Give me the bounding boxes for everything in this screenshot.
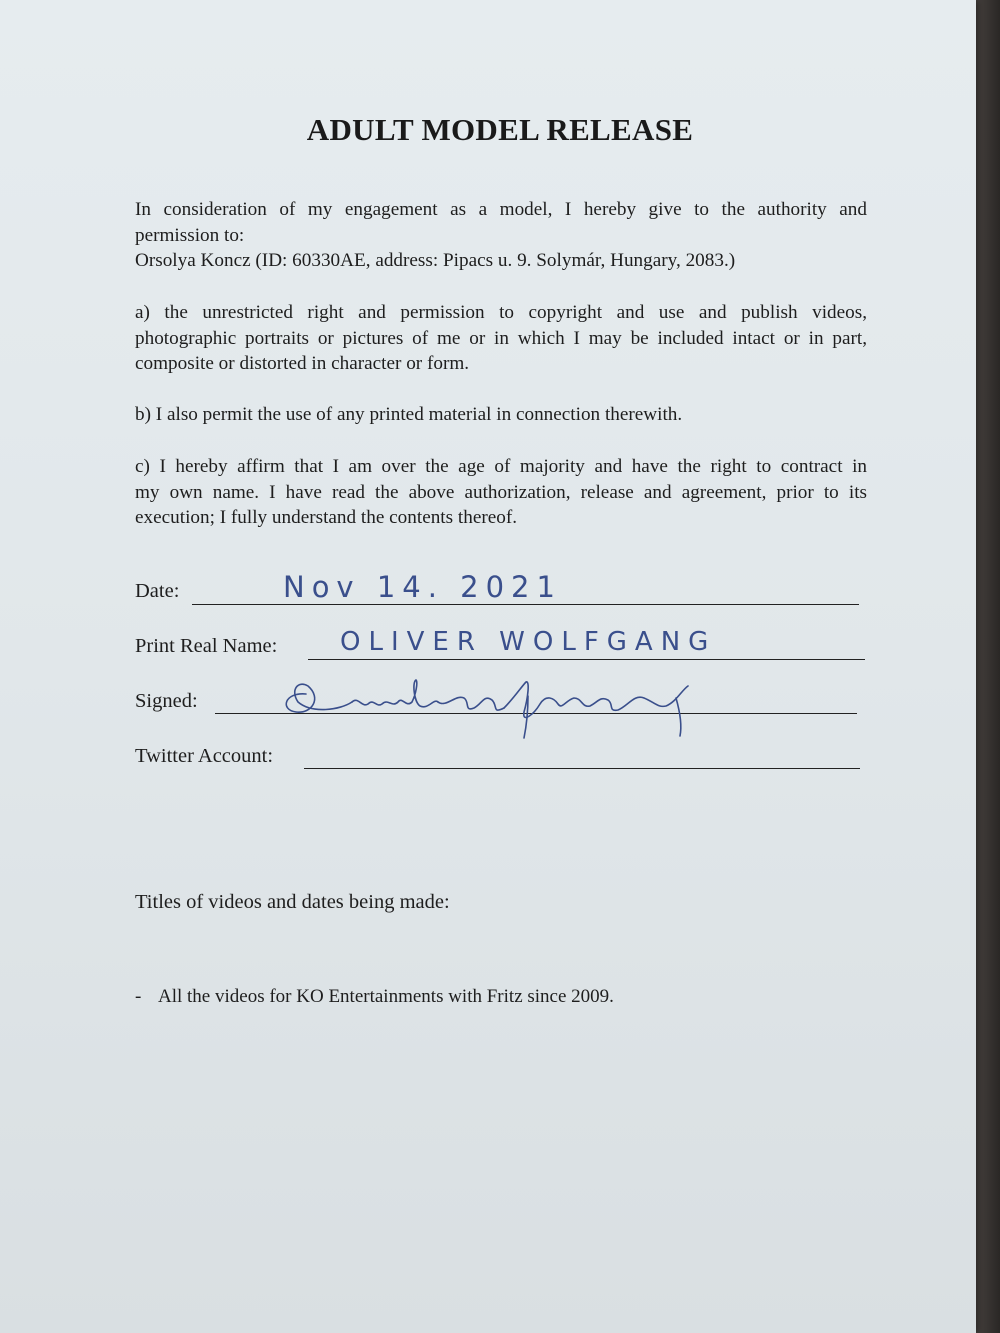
signed-label: Signed:: [135, 690, 198, 712]
clause-c-paragraph: [135, 454, 867, 531]
intro-line: permission to:: [135, 224, 245, 246]
clause-b-paragraph: [135, 402, 867, 428]
clause-c-line: execution; I fully understand the contents thereof.: [135, 507, 518, 528]
signature-stroke: [676, 698, 681, 736]
date-line[interactable]: [192, 604, 859, 605]
intro-line: Orsolya Koncz (ID: 60330AE, address: Pipacs u. 9. Solymár, Hungary, 2083.): [135, 250, 736, 271]
name-handwritten: OLIVER WOLFGANG: [340, 627, 717, 657]
intro-line: In consideration of my engagement as a model, I hereby give to the authority and: [135, 199, 867, 220]
list-item: All the videos for KO Entertainments with Fritz since 2009.: [158, 986, 614, 1007]
twitter-line[interactable]: [304, 768, 860, 769]
clause-b-line: b) I also permit the use of any printed material in connection therewith.: [135, 404, 683, 425]
clause-c-line: c) I hereby affirm that I am over the age of majority and have the right to contract in: [135, 456, 867, 477]
clause-a-line: composite or distorted in character or form.: [135, 353, 470, 374]
clause-a-paragraph: [135, 300, 867, 377]
signature-scribble: [278, 668, 698, 740]
signature-stroke: [352, 680, 438, 707]
document-title: ADULT MODEL RELEASE: [306, 112, 694, 147]
signature-stroke: [286, 684, 352, 712]
clause-a-line: a) the unrestricted right and permission to copyright and use and publish videos,: [135, 302, 867, 323]
twitter-label: Twitter Account:: [135, 745, 274, 767]
date-handwritten: Nov 14. 2021: [283, 570, 562, 604]
name-label: Print Real Name:: [135, 635, 278, 657]
name-line[interactable]: [308, 659, 865, 660]
clause-c-line: my own name. I have read the above authorization, release and agreement, prior to its: [135, 481, 867, 503]
background-surface: [972, 0, 1000, 1333]
clause-a-line: photographic portraits or pictures of me or in which I may be included intact or in part,: [135, 327, 867, 349]
intro-paragraph: [135, 197, 867, 274]
titles-heading: Titles of videos and dates being made:: [135, 891, 450, 913]
list-bullet: -: [135, 986, 142, 1007]
signature-stroke: [504, 682, 688, 718]
signature-stroke: [438, 697, 504, 710]
date-label: Date:: [135, 580, 180, 602]
